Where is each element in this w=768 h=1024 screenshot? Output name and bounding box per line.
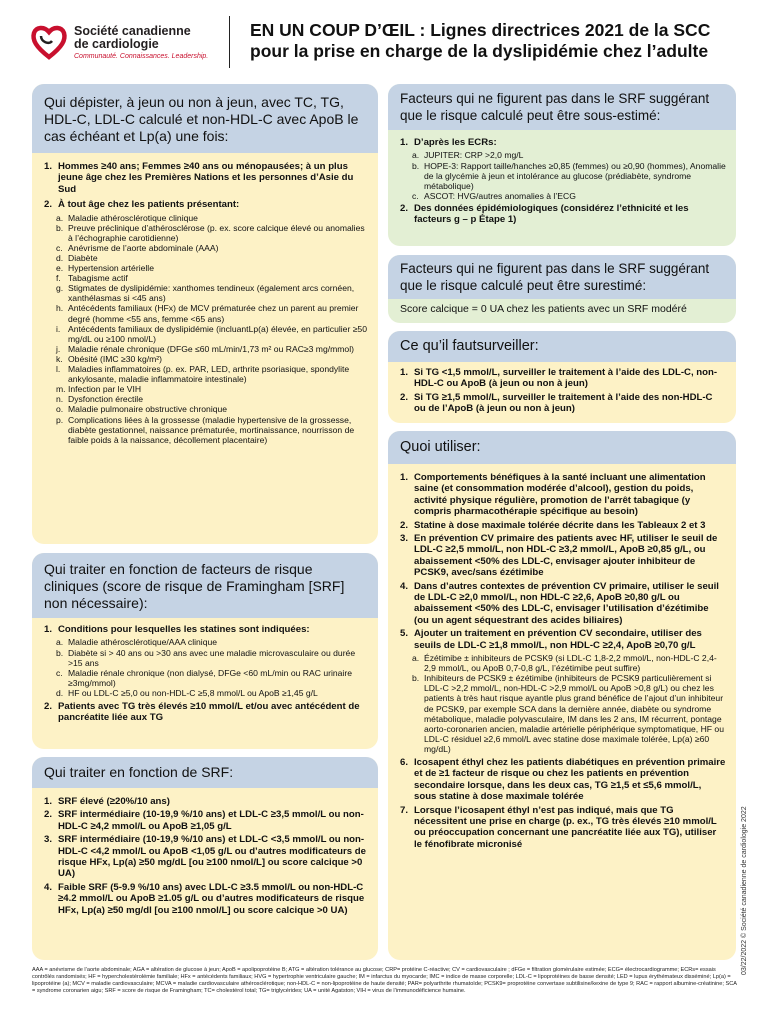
sublist-item: g. Stigmates de dyslipidémie: xanthomes tendineux (également arcs cornéen, xanthélasmas si <45 ans) (56, 283, 355, 304)
sublist-item: c. Maladie rénale chronique (non dialysé, DFGe <60 mL/min ou RAC urinaire ≥3mg/mmol) (56, 667, 352, 688)
screening-panel (32, 84, 378, 544)
logo-name (74, 25, 191, 51)
sublist-item: n. Dysfonction érectile (56, 394, 143, 405)
treatment-options-header: Quoi utiliser: (388, 431, 736, 464)
treatment-options-panel (388, 431, 736, 960)
underestimated-risk-header: Facteurs qui ne figurent pas dans le SRF suggérant que le risque calculé peut être sous-estimé: (388, 84, 736, 130)
monitoring-list (388, 362, 736, 423)
overestimated-risk-panel (388, 255, 736, 323)
sublist-item: b. HOPE-3: Rapport taille/hanches ≥0,85 (femmes) ou ≥0,90 (hommes), Anomalie de la glycémie à jeun et intolérance au glucose (prédiabète, syndrome métabolique) (412, 160, 726, 191)
risk-factor-treatment-body (32, 618, 378, 732)
logo-tagline: Communauté. Connaissances. Leadership. (74, 53, 209, 60)
list-item: 2. Si TG ≥1,5 mmol/L, surveiller le traitement à l’aide des non-HDL-C ou de l’ApoB (à jeun ou non à jeun) (400, 391, 713, 415)
sublist-item: b. Inhibiteurs de PCSK9 ± ézétimibe (inhibiteurs de PCSK9 particulièrement si LDL-C >2,2 mmol/L, non-HDL-C >2,9 mmol/L ou ApoB >0,8 g/L) ou chez les patients à très haut risque ayantle plus grand bénéfice de l’ajout d’un inhibiteur de PCSK9, par exemple SCA dans la dernière année, diabète ou syndrome métabolique, maladie polyvasculaire, IM dans les 2 ans, IM récurrent, pontage aorto-coronarien ancien, maladie artérielle périphérique symptomatique, HF ou LDL-C résiduel ≥2,6 mmol/L avec statine dose maximale tolérée, Lp(a) ≥60 mg/dL) (412, 673, 724, 754)
underestimated-risk-body (388, 130, 736, 234)
sublist-item: e. Hypertension artérielle (56, 263, 154, 274)
list-item: 1. Hommes ≥40 ans; Femmes ≥40 ans ou ménopausées; à un plus jeune âge chez les Premières Nations et les personnes d’Asie du Sud (44, 161, 354, 195)
screening-sublist (44, 213, 368, 445)
risk-factor-treatment-header: Qui traiter en fonction de facteurs de risque cliniques (score de risque de Framingham [SRF] non nécessaire): (32, 553, 378, 618)
sublist-item: h. Antécédents familiaux (HFx) de MCV prématurée chez un parent au premier degré (homme <55 ans, femme <65 ans) (56, 303, 359, 324)
list-item: 7. Lorsque l’icosapent éthyl n’est pas indiqué, mais que TG nécessitent une prise en charge (p. ex., TG très élevés ≥10 mmol/L ou préoccupation concernant une pancréatite liée aux TG), utiliser le fénofibrate micronisé (400, 804, 717, 850)
monitoring-panel (388, 331, 736, 423)
risk-factor-treatment-panel (32, 553, 378, 749)
overestimated-risk-header: Facteurs qui ne figurent pas dans le SRF suggérant que le risque calculé peut être surestimé: (388, 255, 736, 299)
sublist-item: a. Maladie athérosclérotique/AAA clinique (56, 637, 218, 648)
list-item: 3. En prévention CV primaire des patients avec HF, utiliser le seuil de LDL-C ≥2,5 mmol/L, non HDL-C ≥3,2 mmol/L, ApoB ≥0,85 g/L, ou abaissement <50% des LDL-C, envisager ajouter inhibiteur de PCSK9, avec/sans ézétimibe (400, 533, 718, 579)
list-item: 1. D’après les ECRs: (400, 137, 497, 148)
sublist-item: c. ASCOT: HVG/autres anomalies à l’ECG (412, 190, 576, 201)
risk-factor-sublist (44, 637, 368, 698)
sublist-item: a. JUPITER: CRP >2,0 mg/L (412, 150, 524, 161)
list-item: 2. À tout âge chez les patients présentant: (44, 199, 240, 211)
sublist-item: c. Anévrisme de l’aorte abdominale (AAA) (56, 242, 219, 253)
logo-name-line1: Société canadienne (74, 24, 191, 38)
underestimated-sublist (400, 150, 726, 200)
list-item: 2. Statine à dose maximale tolérée décrite dans les Tableaux 2 et 3 (400, 519, 706, 531)
heart-logo-icon (30, 24, 68, 60)
list-item: 4. Faible SRF (5-9.9 %/10 ans) avec LDL-C ≥3.5 mmol/L ou non-HDL-C ≥4.2 mmol/L ou ApoB ≥1.05 g/L ou d’autres modificateurs de risque HFx, Lp(a) ≥50 mg/dl [ou ≥100 nmol/L] ou score calcique >0 UA) (44, 881, 365, 916)
screening-panel-header: Qui dépister, à jeun ou non à jeun, avec TC, TG, HDL-C, LDL-C calculé et non-HDL-C avec ApoB le cas échéant et Lp(a) une fois: (32, 84, 378, 153)
sublist-item: k. Obésité (IMC ≥30 kg/m²) (56, 353, 163, 364)
list-item: 1. Si TG <1,5 mmol/L, surveiller le traitement à l’aide des LDL-C, non-HDL-C ou ApoB (à jeun ou non à jeun) (400, 367, 718, 390)
ccs-logo (30, 22, 210, 66)
treatment-options-body (388, 464, 736, 858)
page-title-line1: EN UN COUP D’ŒIL : Lignes directrices 2021 de la SCC (250, 20, 711, 40)
sublist-item: f. Tabagisme actif (56, 273, 128, 284)
sublist-item: i. Antécédents familiaux de dyslipidémie (incluantLp(a) élevée, en particulier ≥50 mg/dL ou ≥100 nmol/L) (56, 323, 367, 344)
list-item: 1. Conditions pour lesquelles les statines sont indiquées: (44, 624, 310, 635)
sublist-item: d. Diabète (56, 253, 98, 263)
treatment-options-sublist (400, 653, 726, 754)
sublist-item: o. Maladie pulmonaire obstructive chronique (56, 404, 228, 415)
list-item: 1. SRF élevé (≥20%/10 ans) (44, 796, 170, 807)
frs-treatment-list (32, 788, 378, 924)
overestimated-risk-body: Score calcique = 0 UA chez les patients avec un SRF modéré (400, 303, 687, 315)
page-title-line2: pour la prise en charge de la dyslipidémie chez l’adulte (250, 41, 709, 61)
logo-name-line2: de cardiologie (74, 37, 159, 51)
frs-treatment-panel (32, 757, 378, 960)
copyright-notice (741, 760, 757, 980)
sublist-item: p. Complications liées à la grossesse (maladie hypertensive de la grossesse, diabète gestationnel, naissance prématurée, mortinaissance, nourrisson de faible poids à la naissance, décollement placentaire) (56, 414, 355, 445)
list-item: 5. Ajouter un traitement en prévention CV secondaire, utiliser des seuils de LDL-C ≥1,8 mmol/L, non HDL-C ≥2,4, ApoB ≥0,70 g/L (400, 628, 702, 651)
sublist-item: l. Maladies inflammatoires (p. ex. PAR, LED, arthrite psoriasique, spondylite ankylosante, maladie inflammatoire intestinale) (56, 364, 350, 385)
sublist-item: b. Preuve préclinique d’athérosclérose (p. ex. score calcique élevé ou anomalies à l’échographie carotidienne) (56, 222, 365, 243)
list-item: 6. Icosapent éthyl chez les patients diabétiques en prévention primaire et de ≥1 facteur de risque ou chez les patients en prévention secondaire lorsque, dans les deux cas, TG ≥1,5 et ≤5,6 mmol/L, sous statine à dose maximale tolérée (400, 757, 726, 803)
abbreviations-footnote: AAA = anévrisme de l’aorte abdominale; AGA = altération de glucose à jeun; ApoB = apolipoprotéine B; ATG = altération tolérance au glucose; CRP= protéine C-réactive; CV = cardiovasculaire ; dFGe = filtration glomérulaire estimée; ECG= électrocardiogramme; ECRs= essais contrôlés randomisés; HF = hypercholestérolémie familiale; HFx = antécédents familiaux; HVG = hypertrophie ventriculaire gauche; IM = infarctus du myocarde; IMC = indice de masse corporelle; LDL-C = lipoprotéines de basse densité; LED = lupus érythémateux disséminé; Lp(a) = lipoprotéine (a); MCV = maladie cardiovasculaire; MCVA = maladie cardiovasculaire athérosclérotique; non-HDL-C = non-lipoprotéine de haute densité; PAR= polyarthrite rhumatoïde; PCSK9= proprotéine convertase subtilisine/kexine de type 9; RAC = rapport albumine-créatinine; SCA = syndrome coronarien aigu; SRF = score de risque de Framingham; TC= cholestérol total; TG= triglycérides; UA = unité Agatston; VIH = virus de l’immunodéficience humaine. (32, 967, 737, 994)
frs-treatment-header: Qui traiter en fonction de SRF: (32, 757, 378, 788)
sublist-item: a. Ézétimibe ± inhibiteurs de PCSK9 (si LDL-C 1,8-2,2 mmol/L, non-HDL-C 2,4-2,9 mmol/L, ou ApoB 0,7-0,8 g/L, l’ézétimibe peut suffire) (412, 653, 717, 674)
sublist-item: j. Maladie rénale chronique (DFGe ≤60 mL/min/1,73 m² ou RAC≥3 mg/mmol) (56, 343, 354, 354)
screening-panel-body (32, 153, 378, 451)
sublist-item: b. Diabète si > 40 ans ou >30 ans avec une maladie microvasculaire ou durée >15 ans (56, 647, 356, 668)
sublist-item: a. Maladie athérosclérotique clinique (56, 212, 198, 223)
list-item: 2. SRF intermédiaire (10-19,9 %/10 ans) et LDL-C ≥3,5 mmol/L ou non-HDL-C ≥4,2 mmol/L ou ApoB ≥1,05 g/L (44, 809, 364, 832)
list-item: 2. Des données épidémiologiques (considérez l’ethnicité et les facteurs g – p Étape 1) (400, 202, 689, 226)
underestimated-risk-panel (388, 84, 736, 246)
header-divider (229, 16, 230, 68)
copyright-text: 03/22/2022 © Société canadienne de cardiologie 2022 (741, 806, 748, 975)
sublist-item: m. Infection par le VIH (56, 384, 142, 395)
treatment-options-list (400, 472, 726, 651)
page-title (250, 20, 760, 62)
sublist-item: d. HF ou LDL-C ≥5,0 ou non-HDL-C ≥5,8 mmol/L ou ApoB ≥1,45 g/L (56, 687, 318, 698)
list-item: 3. SRF intermédiaire (10-19,9 %/10 ans) et LDL-C <3,5 mmol/L ou non-HDL-C <4,2 mmol/L ou ApoB <1,05 g/L ou d’autres modificateurs de risque HFx, Lp(a) ≥50 mg/dL [ou ≥100 nmol/L] ou score calcique >0 UA) (44, 834, 366, 880)
list-item: 2. Patients avec TG très élevés ≥10 mmol/L et/ou avec antécédent de pancréatite liée aux TG (44, 700, 360, 724)
list-item: 4. Dans d’autres contextes de prévention CV primaire, utiliser le seuil de LDL-C ≥2,0 mmol/L, non HDL-C ≥2,6, ApoB ≥0,80 g/L ou abaissement <50% des LDL-C, envisager l’utilisation d’ézétimibe (ou un agent séquestrant des acides biliaires) (400, 580, 719, 626)
list-item: 1. Comportements bénéfiques à la santé incluant une alimentation saine (et consommation modérée d’alcool), gestion du poids, activité physique régulière, promotion de l’arrêt tabagique (y compris pharmacothérapie spécifique au besoin) (400, 472, 706, 518)
monitoring-header: Ce qu’il fautsurveiller: (388, 331, 736, 362)
